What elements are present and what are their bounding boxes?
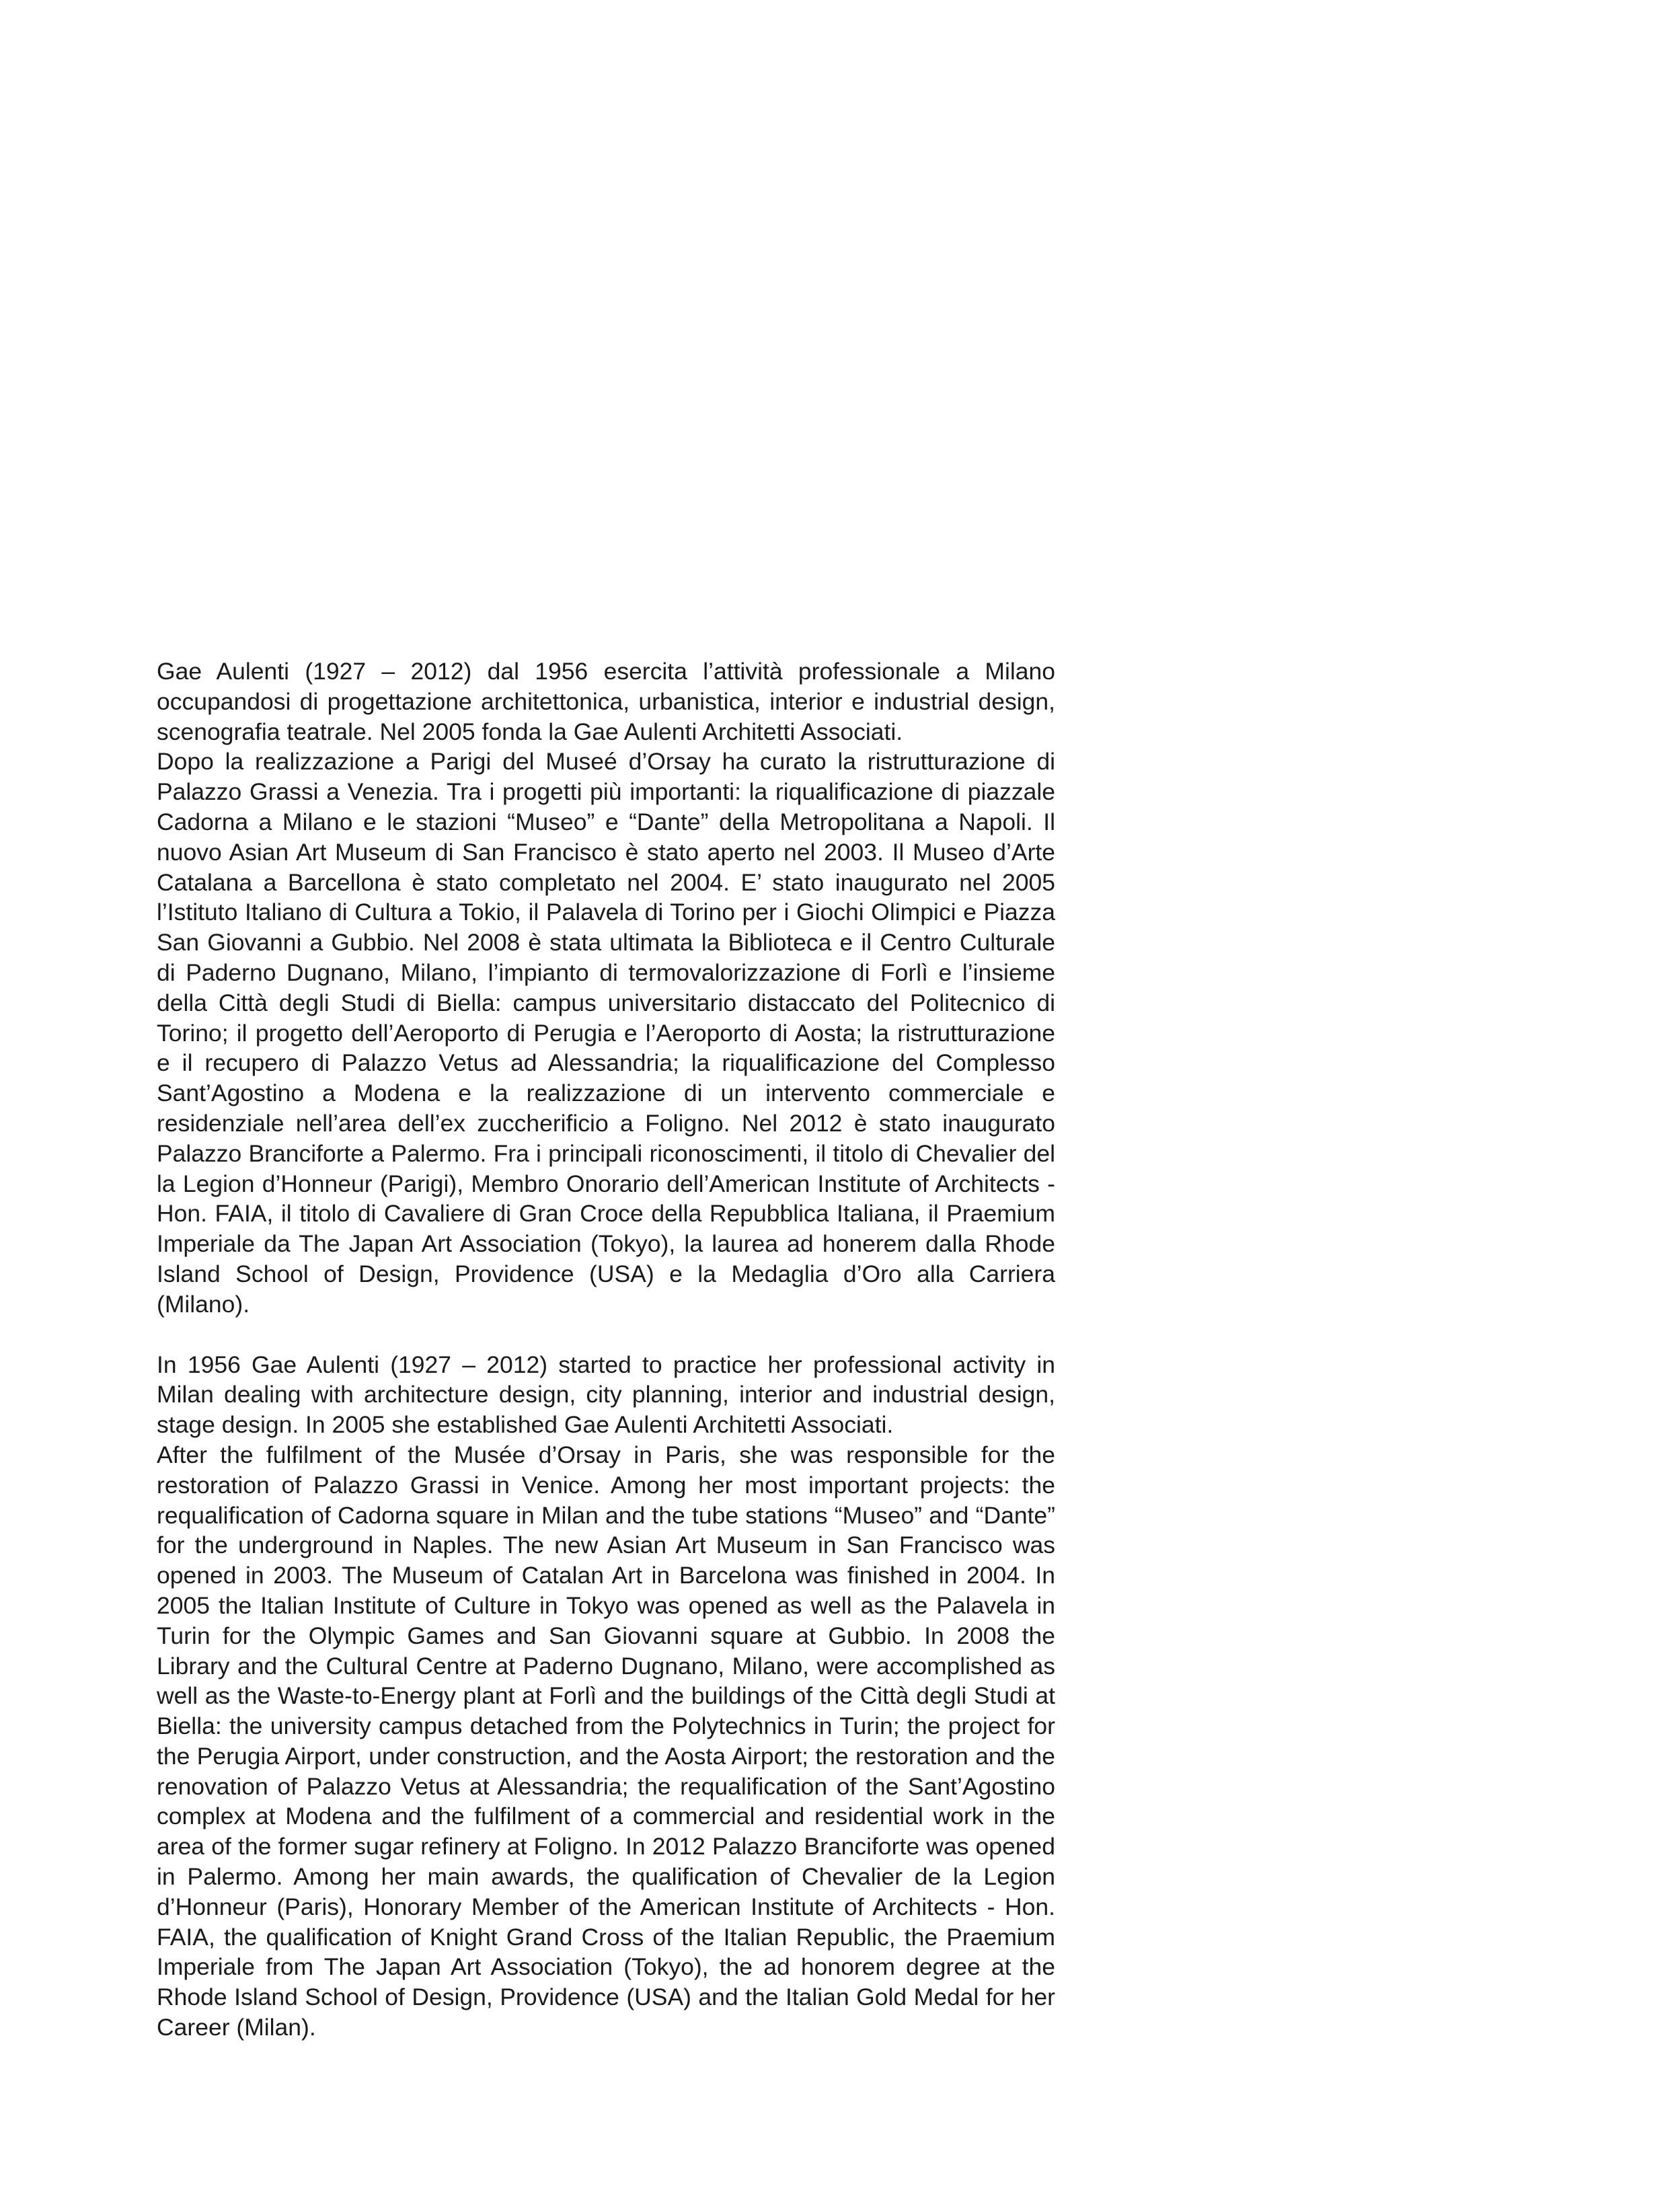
english-paragraph-projects: After the fulfilment of the Musée d’Orsay in Paris, she was responsible for the restoration of Palazzo Grassi in Venice. Among her most important projects: the requalification of Cadorna square in Milan and the tube stations “Museo” and “Dante” for the underground in Naples. The new Asian Art Museum in San Francisco was opened in 2003. The Museum of Catalan Art in Barcelona was finished in 2004. In 2005 the Italian Institute of Culture in Tokyo was opened as well as the Palavela in Turin for the Olympic Games and San Giovanni square at Gubbio. In 2008 the Library and the Cultural Centre at Paderno Dugnano, Milano, were accomplished as well as the Waste-to-Energy plant at Forlì and the buildings of the Città degli Studi at Biella: the university campus detached from the Polytechnics in Turin; the project for the Perugia Airport, under construction, and the Aosta Airport; the restoration and the renovation of Palazzo Vetus at Alessandria; the requalification of the Sant’Agostino complex at Modena and the fulfilment of a commercial and residential work in the area of the former sugar refinery at Foligno. In 2012 Palazzo Branciforte was opened in Palermo. Among her main awards, the qualification of Chevalier de la Legion d’Honneur (Paris), Honorary Member of the American Institute of Architects - Hon. FAIA, the qualification of Knight Grand Cross of the Italian Republic, the Praemium Imperiale from The Japan Art Association (Tokyo), the ad honorem degree at the Rhode Island School of Design, Providence (USA) and the Italian Gold Medal for her Career (Milan). [157, 1441, 1055, 2041]
section-gap [157, 1320, 1055, 1350]
italian-paragraph-projects: Dopo la realizzazione a Parigi del Museé d’Orsay ha curato la ristrutturazione di Palazzo Grassi a Venezia. Tra i progetti più importanti: la riqualificazione di piazzale Cadorna a Milano e le stazioni “Museo” e “Dante” della Metropolitana a Napoli. Il nuovo Asian Art Museum di San Francisco è stato aperto nel 2003. Il Museo d’Arte Catalana a Barcellona è stato completato nel 2004. E’ stato inaugurato nel 2005 l’Istituto Italiano di Cultura a Tokio, il Palavela di Torino per i Giochi Olimpici e Piazza San Giovanni a Gubbio. Nel 2008 è stata ultimata la Biblioteca e il Centro Culturale di Paderno Dugnano, Milano, l’impianto di termovalorizzazione di Forlì e l’insieme della Città degli Studi di Biella: campus universitario distaccato del Politecnico di Torino; il progetto dell’Aeroporto di Perugia e l’Aeroporto di Aosta; la ristrutturazione e il recupero di Palazzo Vetus ad Alessandria; la riqualificazione del Complesso Sant’Agostino a Modena e la realizzazione di un intervento commerciale e residenziale nell’area dell’ex zuccherificio a Foligno. Nel 2012 è stato inaugurato Palazzo Branciforte a Palermo. Fra i principali riconoscimenti, il titolo di Chevalier del la Legion d’Honneur (Parigi), Membro Onorario dell’American Institute of Architects - Hon. FAIA, il titolo di Cavaliere di Gran Croce della Repubblica Italiana, il Praemium Imperiale da The Japan Art Association (Tokyo), la laurea ad honerem dalla Rhode Island School of Design, Providence (USA) e la Medaglia d’Oro alla Carriera (Milano). [157, 748, 1055, 1318]
english-paragraph-intro: In 1956 Gae Aulenti (1927 – 2012) started to practice her professional activity in Milan dealing with architecture design, city planning, interior and industrial design, stage design. In 2005 she established Gae Aulenti Architetti Associati. [157, 1351, 1055, 1439]
biography-text [157, 656, 1055, 2043]
italian-paragraph-intro: Gae Aulenti (1927 – 2012) dal 1956 esercita l’attività professionale a Milano occupandosi di progettazione architettonica, urbanistica, interior e industrial design, scenografia teatrale. Nel 2005 fonda la Gae Aulenti Architetti Associati. [157, 658, 1055, 745]
